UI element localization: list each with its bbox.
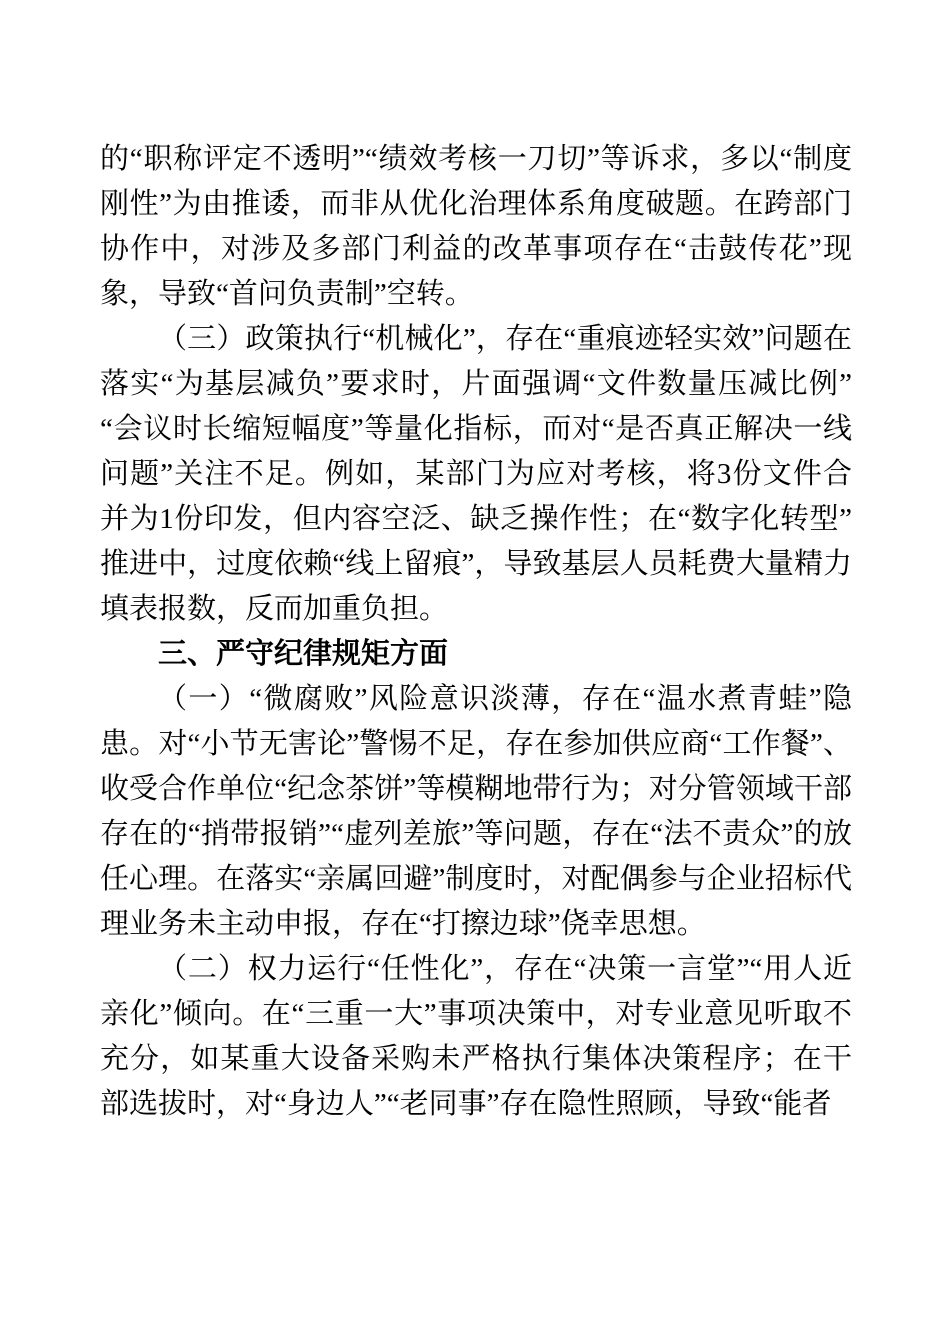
item-paragraph-3 xyxy=(100,317,852,632)
page-text-content xyxy=(100,137,852,1127)
item-heading-3-1: （一）“微腐败”风险意识淡薄，存在“温水煮青蛙”隐患。 xyxy=(100,683,852,760)
section-heading-discipline: 三、严守纪律规矩方面 xyxy=(158,638,449,670)
item-body-3: 在落实“为基层减负”要求时，片面强调“文件数量压减比例”“会议时长缩短幅度”等量化指标，而对“是否真正解决一线问题”关注不足。例如，某部门为应对考核，将3份文件合并为1份印发，但内容空泛、缺乏操作性；在“数字化转型”推进中，过度依赖“线上留痕”，导致基层人员耗费大量精力填表报数，反而加重负担。 xyxy=(100,323,852,625)
paragraph-continuation: 的“职称评定不透明”“绩效考核一刀切”等诉求，多以“制度刚性”为由推诿，而非从优化治理体系角度破题。在跨部门协作中，对涉及多部门利益的改革事项存在“击鼓传花”现象，导致“首问负责制”空转。 xyxy=(100,143,852,310)
item-heading-3: （三）政策执行“机械化”，存在“重痕迹轻实效”问题 xyxy=(158,323,823,355)
item-heading-3-2: （二）权力运行“任性化”，存在“决策一言堂”“用人近亲化”倾向。 xyxy=(100,953,852,1030)
item-paragraph-3-1 xyxy=(100,677,852,947)
item-body-3-1: 对“小节无害论”警惕不足，存在参加供应商“工作餐”、收受合作单位“纪念茶饼”等模糊地带行为；对分管领域干部存在的“捎带报销”“虚列差旅”等问题，存在“法不责众”的放任心理。在落实“亲属回避”制度时，对配偶参与企业招标代理业务未主动申报，存在“打擦边球”侥幸思想。 xyxy=(100,728,852,940)
item-body-3-2: 在“三重一大”事项决策中，对专业意见听取不充分，如某重大设备采购未严格执行集体决策程序；在干部选拔时，对“身边人”“老同事”存在隐性照顾，导致“能者 xyxy=(100,998,853,1120)
item-paragraph-3-2 xyxy=(100,947,852,1127)
